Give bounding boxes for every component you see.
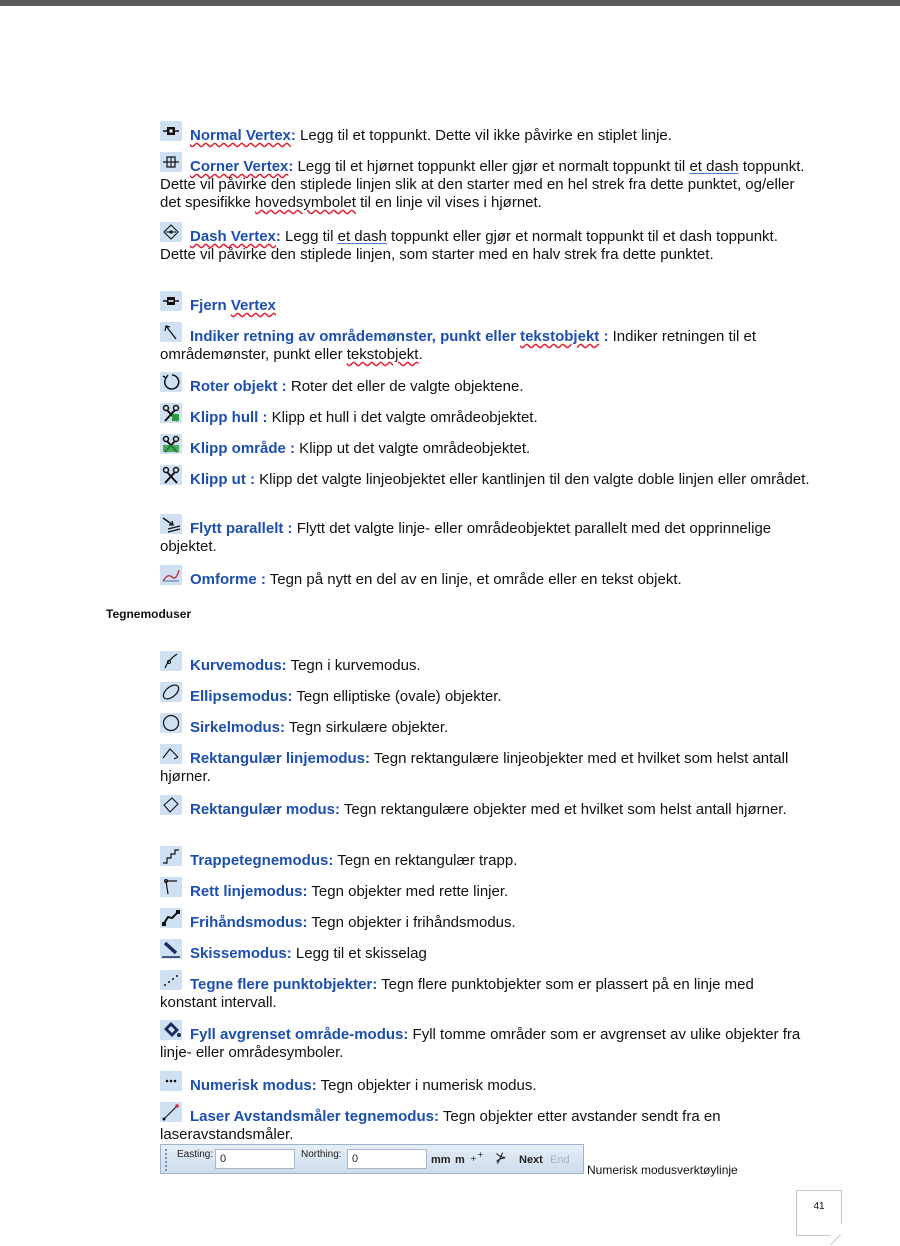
scissors-icon <box>160 465 182 485</box>
easting-input[interactable]: 0 <box>215 1149 295 1169</box>
ellipse-mode-icon <box>160 682 182 702</box>
remove-vertex-icon <box>160 291 182 311</box>
mode-multi-point: Tegne flere punktobjekter: Tegn flere punktobjekter som er plassert på en linje med konstant intervall. <box>160 970 810 1012</box>
dash-vertex-icon <box>160 222 182 242</box>
page-number: 41 <box>796 1190 842 1236</box>
mode-circle: Sirkelmodus: Tegn sirkulære objekter. <box>160 713 810 737</box>
mm-button[interactable]: mm <box>431 1154 451 1166</box>
entry-dash-vertex: Dash Vertex: Legg til et dash toppunkt eller gjør et normalt toppunkt til et dash toppunkt. Dette vil påvirke den stiplede linjen, som starter med en halv strek fra dette punktet. <box>160 222 810 264</box>
toolbar-caption: Numerisk modusverktøylinje <box>587 1163 738 1177</box>
entry-rotate: Roter objekt : Roter det eller de valgte objektene. <box>160 372 810 396</box>
mode-curve: Kurvemodus: Tegn i kurvemodus. <box>160 651 810 675</box>
entry-corner-vertex: Corner Vertex: Legg til et hjørnet toppunkt eller gjør et normalt toppunkt til et dash toppunkt. Dette vil påvirke den stiplede linjen slik at den starter med en hel strek fra dette punktet, og/eller det spesifikke hovedsymbolet til en linje vil vises i hjørnet. <box>160 152 810 212</box>
section-heading: Tegnemoduser <box>106 607 192 621</box>
multi-point-icon <box>160 970 182 990</box>
entry-cut-out: Klipp ut : Klipp det valgte linjeobjektet eller kantlinjen til den valgte doble linjen eller området. <box>160 465 810 489</box>
entry-normal-vertex: Normal Vertex: Legg til et toppunkt. Dette vil ikke påvirke en stiplet linje. <box>160 121 810 145</box>
end-button[interactable]: End <box>550 1154 570 1166</box>
corner-vertex-icon <box>160 152 182 172</box>
freehand-mode-icon <box>160 908 182 928</box>
entry-direction: Indiker retning av områdemønster, punkt eller tekstobjekt : Indiker retningen til et områdemønster, punkt eller tekstobjekt. <box>160 322 810 364</box>
direction-arrow-icon <box>160 322 182 342</box>
rect-line-mode-icon <box>160 744 182 764</box>
northing-input[interactable]: 0 <box>347 1149 427 1169</box>
mode-freehand: Frihåndsmodus: Tegn objekter i frihåndsmodus. <box>160 908 810 932</box>
entry-reshape: Omforme : Tegn på nytt en del av en linje, et område eller en tekst objekt. <box>160 565 810 589</box>
move-parallel-icon <box>160 514 182 534</box>
entry-title: Normal Vertex: <box>190 127 296 144</box>
normal-vertex-icon <box>160 121 182 141</box>
northing-label: Northing: <box>301 1149 342 1160</box>
numeric-mode-icon <box>160 1071 182 1091</box>
mode-stairs: Trappetegnemodus: Tegn en rektangulær trapp. <box>160 846 810 870</box>
rect-mode-icon <box>160 795 182 815</box>
toolbar-grip <box>165 1149 170 1171</box>
curve-mode-icon <box>160 651 182 671</box>
straight-line-mode-icon <box>160 877 182 897</box>
mode-laser: Laser Avstandsmåler tegnemodus: Tegn objekter etter avstander sendt fra en laseravstandsmåler. <box>160 1102 810 1144</box>
entry-cut-hole: Klipp hull : Klipp et hull i det valgte områdeobjektet. <box>160 403 810 427</box>
cut-area-icon <box>160 434 182 454</box>
mode-numeric: Numerisk modus: Tegn objekter i numerisk modus. <box>160 1071 810 1095</box>
mode-fill-area: Fyll avgrenset område-modus: Fyll tomme områder som er avgrenset av ulike objekter fra linje- eller områdesymboler. <box>160 1020 810 1062</box>
mode-rect-line: Rektangulær linjemodus: Tegn rektangulære linjeobjekter med et hvilket som helst antall hjørner. <box>160 744 810 786</box>
easting-label: Easting: <box>177 1149 214 1160</box>
mode-rect: Rektangulær modus: Tegn rektangulære objekter med et hvilket som helst antall hjørner. <box>160 795 810 819</box>
cross-line-icon[interactable]: ⊁ <box>495 1149 507 1165</box>
cut-hole-icon <box>160 403 182 423</box>
mode-ellipse: Ellipsemodus: Tegn elliptiske (ovale) objekter. <box>160 682 810 706</box>
reshape-icon <box>160 565 182 585</box>
sketch-mode-icon <box>160 939 182 959</box>
add-point-icon[interactable]: ₊⁺ <box>470 1149 484 1164</box>
mode-sketch: Skissemodus: Legg til et skisselag <box>160 939 810 963</box>
numeric-mode-toolbar <box>160 1144 584 1174</box>
mode-straight-line: Rett linjemodus: Tegn objekter med rette linjer. <box>160 877 810 901</box>
stairs-mode-icon <box>160 846 182 866</box>
circle-mode-icon <box>160 713 182 733</box>
entry-cut-area: Klipp område : Klipp ut det valgte områdeobjektet. <box>160 434 810 458</box>
m-button[interactable]: m <box>455 1154 465 1166</box>
laser-mode-icon <box>160 1102 182 1122</box>
rotate-icon <box>160 372 182 392</box>
top-border <box>0 0 900 6</box>
fill-area-icon <box>160 1020 182 1040</box>
next-button[interactable]: Next <box>519 1154 543 1166</box>
entry-remove-vertex: Fjern Vertex <box>160 291 810 315</box>
entry-move-parallel: Flytt parallelt : Flytt det valgte linje- eller områdeobjektet parallelt med det opprinnelige objektet. <box>160 514 810 556</box>
